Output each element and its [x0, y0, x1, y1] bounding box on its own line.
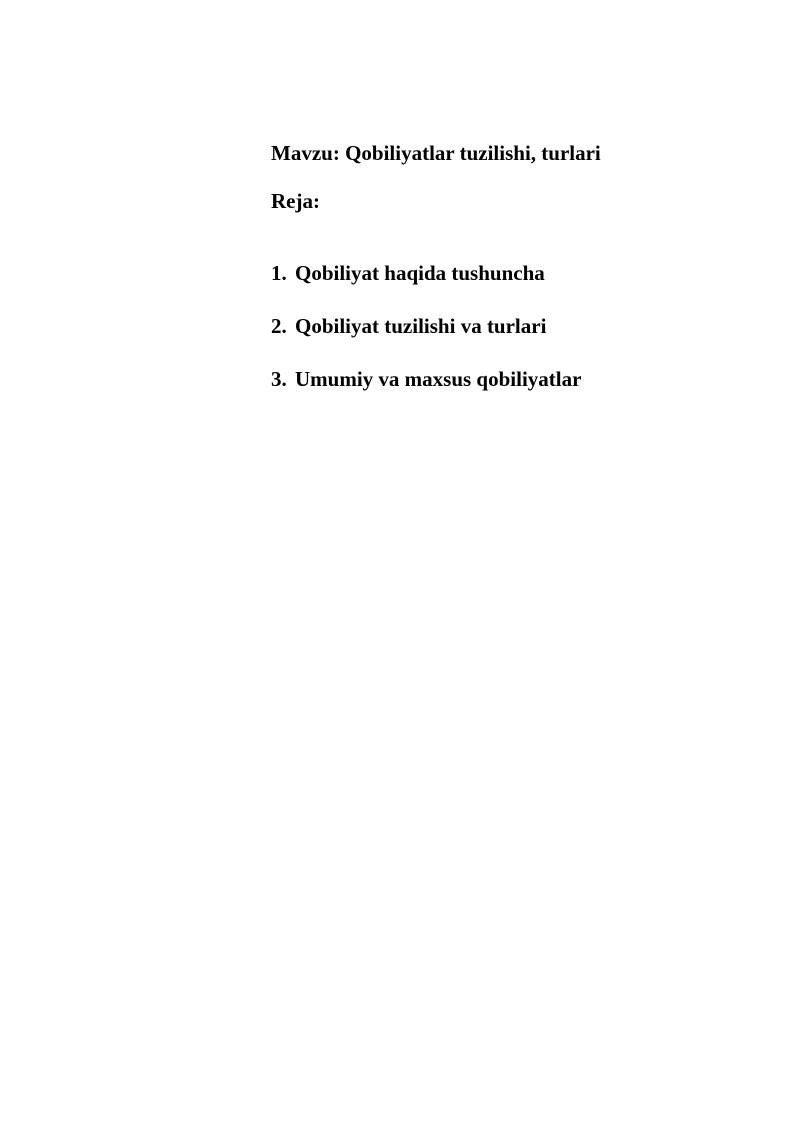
plan-item	[271, 366, 751, 392]
document-content	[271, 140, 751, 419]
plan-item-text: Qobiliyat tuzilishi va turlari	[295, 314, 547, 338]
plan-item-number: 2.	[271, 314, 287, 338]
plan-item-text: Umumiy va maxsus qobiliyatlar	[295, 367, 582, 391]
plan-list	[271, 260, 751, 392]
plan-item	[271, 260, 751, 286]
plan-item-text: Qobiliyat haqida tushuncha	[295, 261, 545, 285]
plan-item-number: 1.	[271, 261, 287, 285]
plan-heading: Reja:	[271, 189, 320, 213]
plan-item	[271, 313, 751, 339]
plan-item-number: 3.	[271, 367, 287, 391]
document-title: Mavzu: Qobiliyatlar tuzilishi, turlari	[271, 141, 601, 165]
